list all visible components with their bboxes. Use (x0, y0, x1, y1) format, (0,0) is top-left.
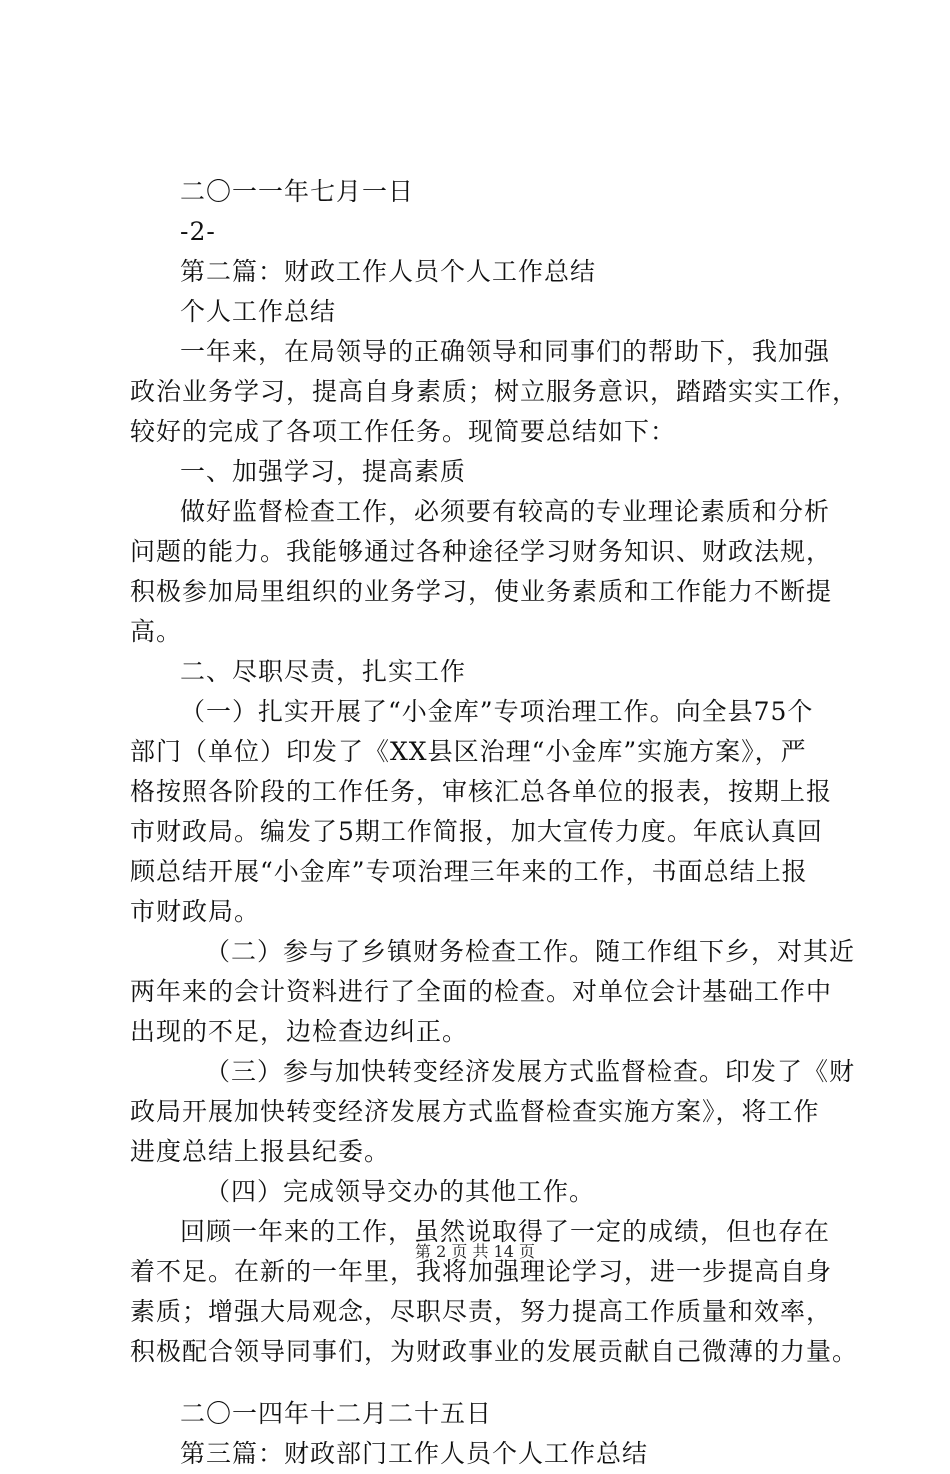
document-line: 问题的能力。我能够通过各种途径学习财务知识、财政法规， (130, 537, 833, 566)
document-line (130, 1372, 835, 1394)
document-line: 市财政局。编发了5期工作简报，加大宣传力度。年底认真回 (130, 817, 823, 846)
document-line: 二〇一四年十二月二十五日 (180, 1399, 493, 1428)
document-line: -2- (180, 217, 216, 246)
document-line: （三）参与加快转变经济发展方式监督检查。印发了《财 (205, 1057, 856, 1086)
document-line: （四）完成领导交办的其他工作。 (205, 1177, 596, 1206)
document-line: 第二篇：财政工作人员个人工作总结 (180, 257, 597, 286)
document-line: 较好的完成了各项工作任务。现简要总结如下： (130, 417, 677, 446)
document-line: 政局开展加快转变经济发展方式监督检查实施方案》，将工作 (130, 1097, 820, 1126)
document-line: 第三篇：财政部门工作人员个人工作总结 (180, 1439, 649, 1468)
document-line: （一）扎实开展了“小金库”专项治理工作。向全县75个 (180, 697, 814, 726)
document-line: 政治业务学习，提高自身素质；树立服务意识，踏踏实实工作， (130, 377, 859, 406)
document-line: 出现的不足，边检查边纠正。 (130, 1017, 469, 1046)
document-line: 进度总结上报县纪委。 (130, 1137, 391, 1166)
document-line: 部门（单位）印发了《XX县区治理“小金库”实施方案》，严 (130, 737, 807, 766)
document-line: 顾总结开展“小金库”专项治理三年来的工作，书面总结上报 (130, 857, 808, 886)
document-line: 高。 (130, 617, 183, 646)
document-line: 一年来，在局领导的正确领导和同事们的帮助下，我加强 (180, 337, 831, 366)
document-line: 积极参加局里组织的业务学习，使业务素质和工作能力不断提 (130, 577, 833, 606)
document-body (130, 172, 859, 1474)
document-line: 市财政局。 (130, 897, 261, 926)
document-line: 着不足。在新的一年里，我将加强理论学习，进一步提高自身 (130, 1257, 833, 1286)
document-line: 二、尽职尽责，扎实工作 (180, 657, 467, 686)
document-line: 二〇一一年七月一日 (180, 177, 415, 206)
document-line: 一、加强学习，提高素质 (180, 457, 467, 486)
document-line: 做好监督检查工作，必须要有较高的专业理论素质和分析 (180, 497, 831, 526)
document-line: 积极配合领导同事们，为财政事业的发展贡献自己微薄的力量。 (130, 1337, 859, 1366)
document-line: 个人工作总结 (180, 297, 337, 326)
document-line: （二）参与了乡镇财务检查工作。随工作组下乡，对其近 (205, 937, 856, 966)
document-line: 回顾一年来的工作，虽然说取得了一定的成绩，但也存在 (180, 1217, 831, 1246)
document-line: 素质；增强大局观念，尽职尽责，努力提高工作质量和效率， (130, 1297, 833, 1326)
document-line: 格按照各阶段的工作任务，审核汇总各单位的报表，按期上报 (130, 777, 833, 806)
document-line: 两年来的会计资料进行了全面的检查。对单位会计基础工作中 (130, 977, 833, 1006)
page-footer: 第 2 页 共 14 页 (415, 1242, 535, 1261)
